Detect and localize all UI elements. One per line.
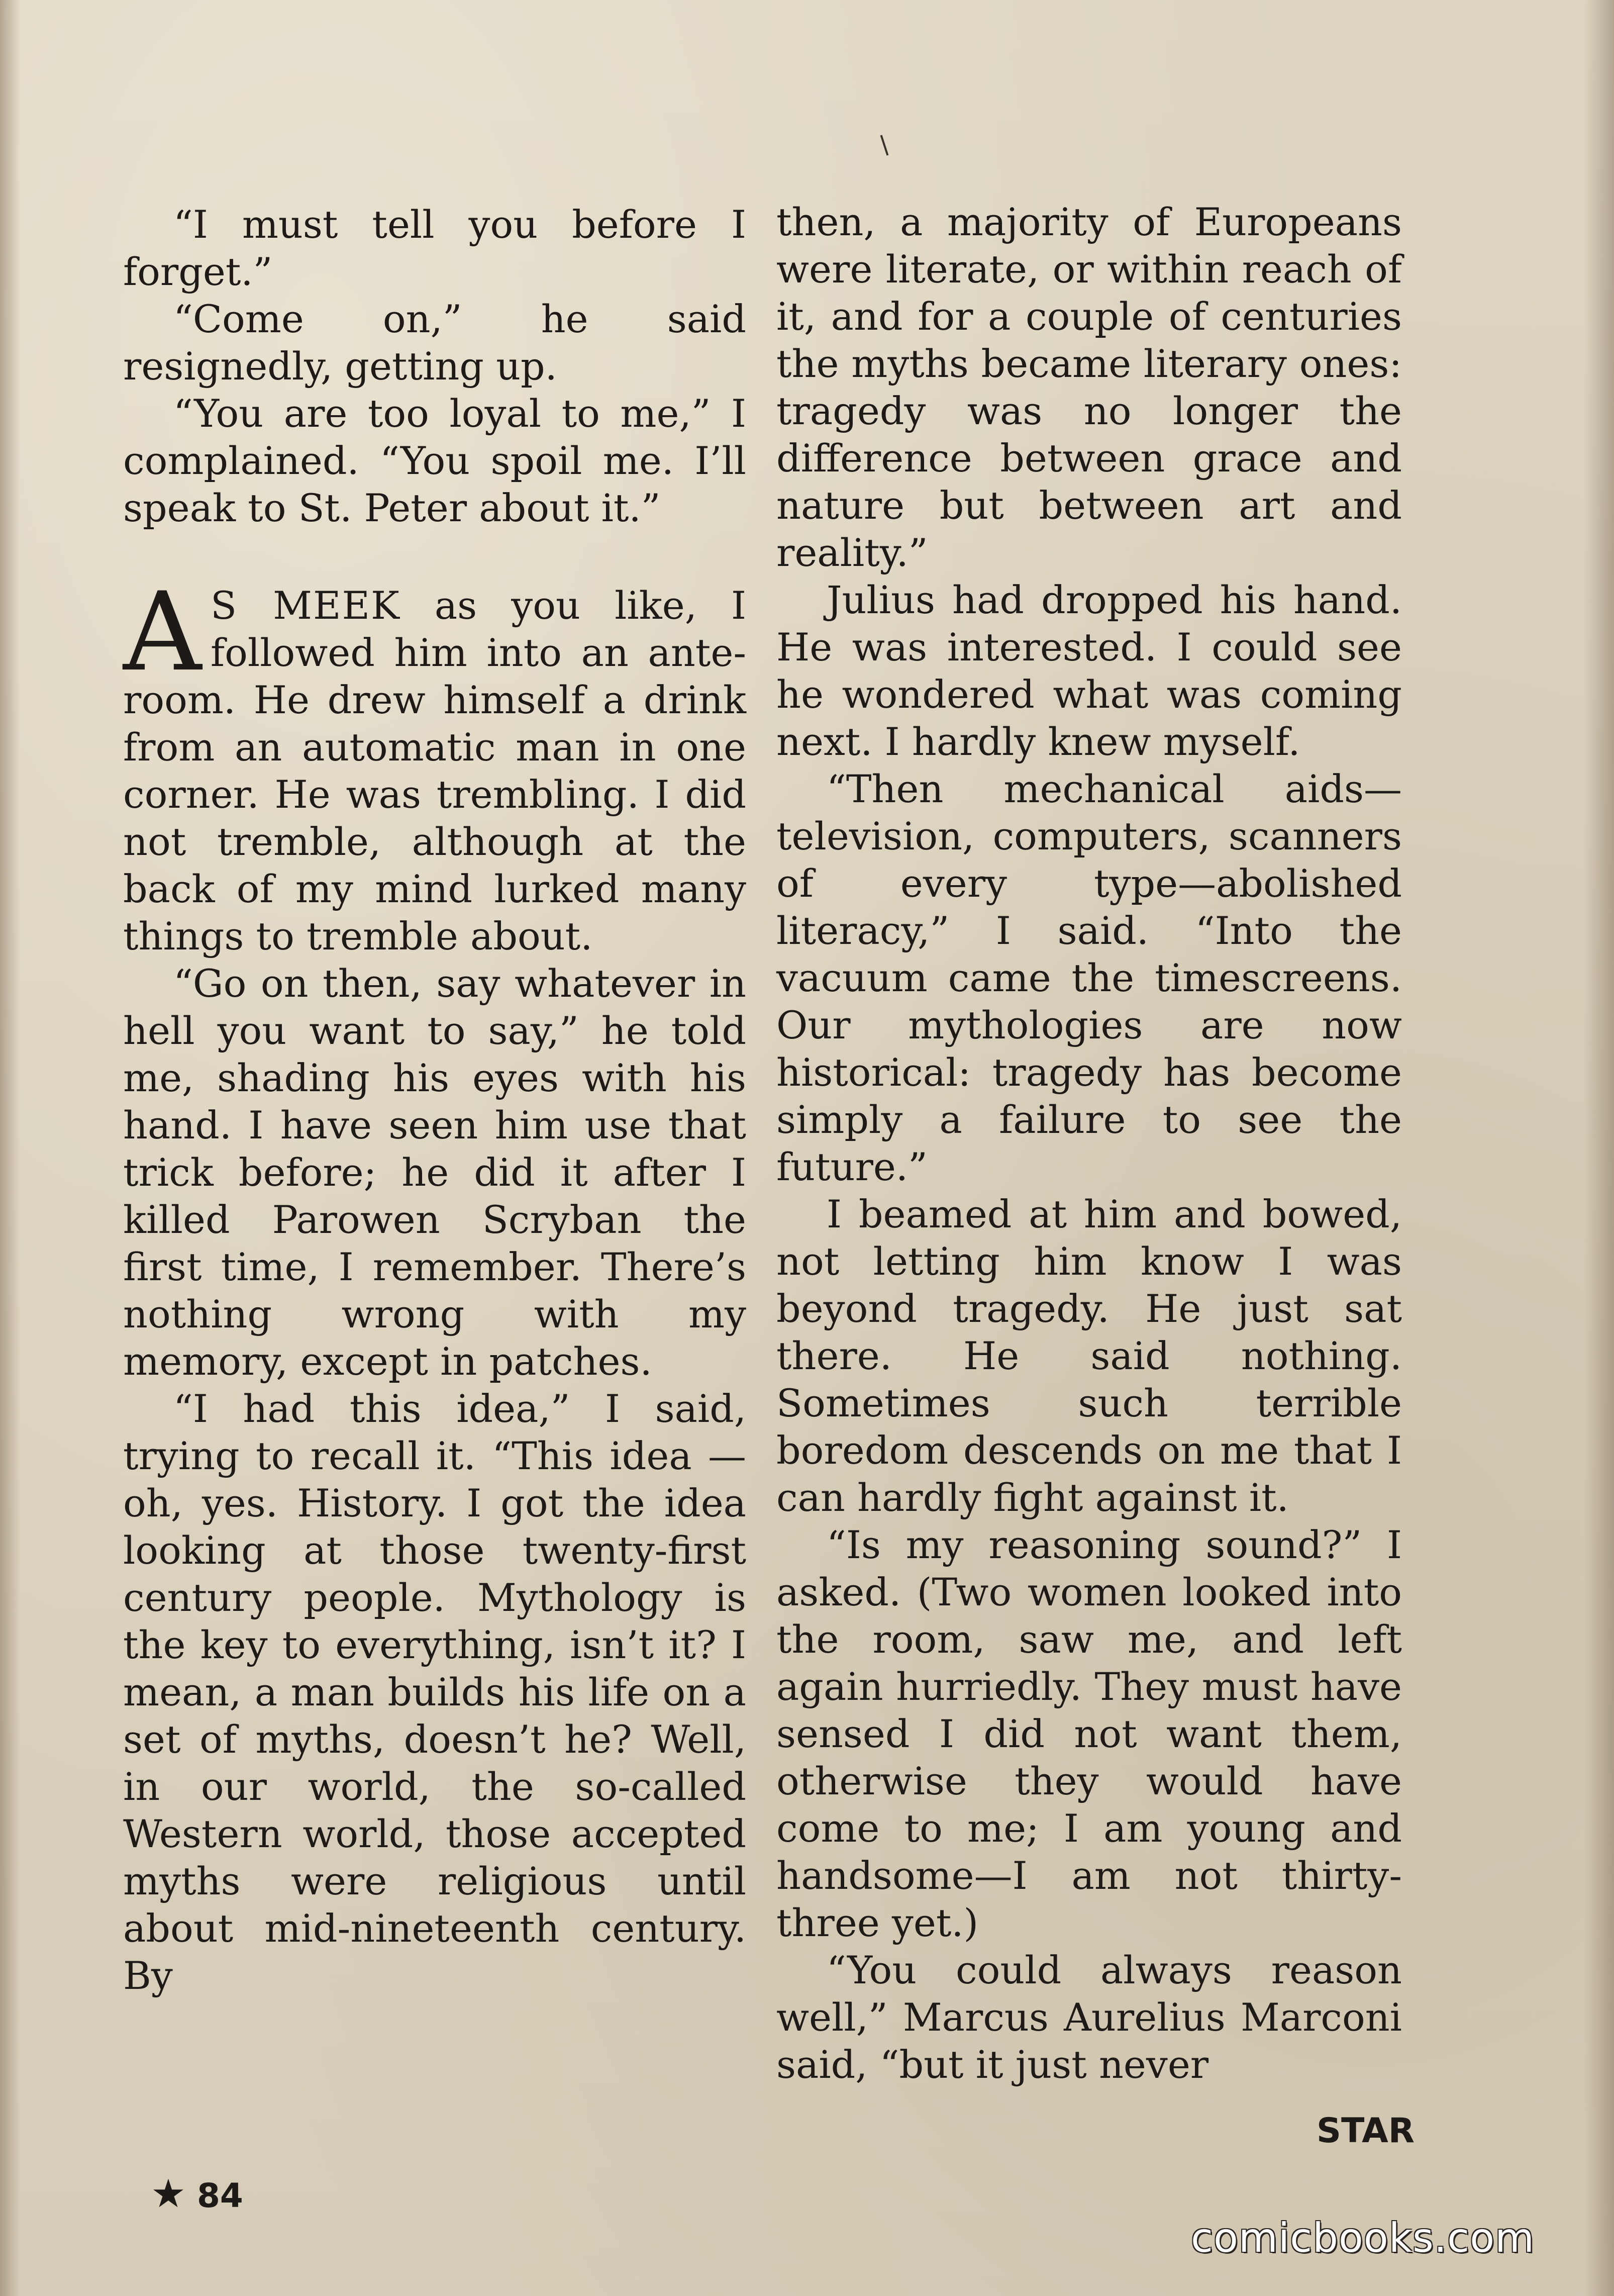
stray-print-mark [880,135,889,155]
paragraph: Julius had dropped his hand. He was interested. I could see he wondered what was coming next. I hardly knew myself. [776,578,1402,764]
page-footer [151,2171,243,2217]
page-edge-shadow-right [1584,0,1614,2296]
page-edge-shadow-left [0,0,20,2296]
right-text-column [776,199,1402,2088]
paragraph: “Go on then, say whatever in hell you want to say,” he told me, shading his eyes with his hand. I have seen him use that trick before; he did it after I killed Parowen Scryban the first time, I remember. There’s nothing wrong with my memory, except in patches. [123,961,746,1384]
left-text-column [123,201,746,1999]
paragraph: “Then mechanical aids—television, computers, scanners of every type—abolished literacy,” I said. “Into the vacuum came the timescreens. Our mythologies are now historical: tragedy has become simply a failure to see the future.” [776,767,1402,1189]
site-watermark: comicbooks.com [1191,2215,1535,2261]
paragraph: “You are too loyal to me,” I complained. “You spoil me. I’ll speak to St. Peter about it.” [123,391,746,530]
paragraph: “I must tell you before I forget.” [123,202,746,294]
dropcap-lead-words: S MEEK [211,583,400,628]
paragraph: “Come on,” he said resignedly, getting up. [123,297,746,389]
dropcap-paragraph [123,569,747,960]
continued-in-label: STAR [1317,2111,1415,2151]
drop-cap-letter: A [123,569,201,695]
paragraph: “I had this idea,” I said, trying to recall it. “This idea —oh, yes. History. I got the idea looking at those twenty-first century people. Mythology is the key to everything, isn’t it? I mean, a man builds his life on a set of myths, doesn’t he? Well, in our world, the so-called Western world, those accepted myths were religious until about mid-nineteenth century. By [123,1386,746,1998]
paragraph: “Is my reasoning sound?” I asked. (Two women looked into the room, saw me, and left again hurriedly. They must have sensed I did not want them, otherwise they would have come to me; I am young and handsome—I am not thirty-three yet.) [776,1522,1402,1945]
dropcap-paragraph-text: as you like, I followed him into an ante-room. He drew himself a drink from an automatic man in one corner. He was trembling. I did not tremble, although at the back of my mind lurked many things to tremble about. [123,583,747,959]
paragraph: “You could always reason well,” Marcus Aurelius Marconi said, “but it just never [776,1948,1402,2087]
paragraph: I beamed at him and bowed, not letting him know I was beyond tragedy. He just sat there. He said nothing. Sometimes such terrible boredom descends on me that I can hardly fight against it. [776,1192,1402,1520]
section-break [123,532,746,582]
continued-paragraph: then, a majority of Europeans were literate, or within reach of it, and for a couple of centuries the myths became literary ones: tragedy was no longer the difference between grace and nature but between art and reality.” [776,200,1402,575]
page-number: 84 [196,2176,243,2215]
star-icon: ★ [151,2171,186,2217]
